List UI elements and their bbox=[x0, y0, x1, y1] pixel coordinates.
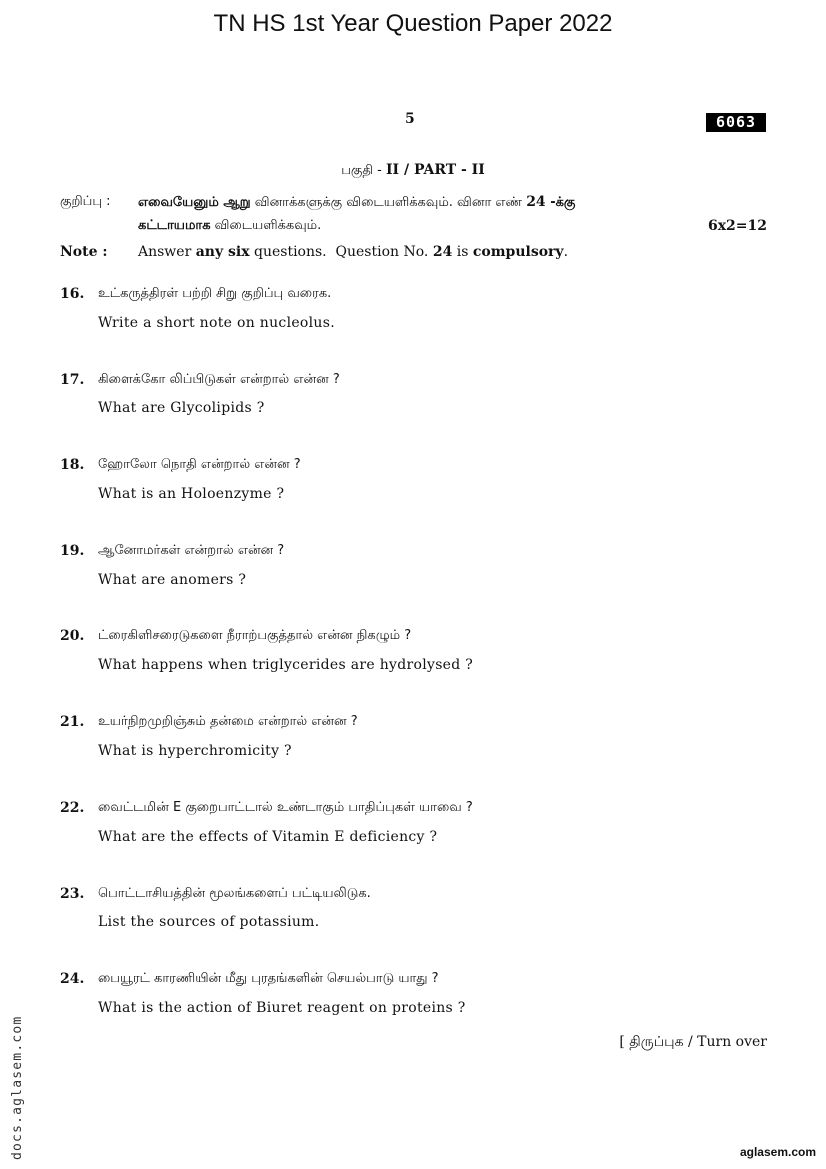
instruction-tamil-label: குறிப்பு : bbox=[60, 194, 111, 209]
paper-code-badge: 6063 bbox=[706, 113, 766, 132]
question-number: 16. bbox=[60, 286, 85, 302]
note-label: Note : bbox=[60, 244, 108, 260]
instruction-tamil-line2-rest: விடையளிக்கவும். bbox=[210, 218, 322, 233]
question-number: 21. bbox=[60, 714, 85, 730]
note-bold-any-six: any six bbox=[195, 244, 250, 260]
question-english: What are Glycolipids ? bbox=[98, 400, 265, 416]
question-number: 19. bbox=[60, 543, 85, 559]
question-english: Write a short note on nucleolus. bbox=[98, 315, 335, 331]
instruction-tamil-rest: வினாக்களுக்கு விடையளிக்கவும். வினா எண் bbox=[250, 195, 527, 210]
instruction-tamil-bold: எவையேனும் ஆறு bbox=[138, 195, 251, 210]
part-title-english: II / PART - II bbox=[385, 162, 485, 178]
turn-over-note: [ திருப்புக / Turn over bbox=[619, 1034, 767, 1050]
footer-brand: aglasem.com bbox=[739, 1145, 816, 1159]
question-tamil: பொட்டாசியத்தின் மூலங்களைப் பட்டியலிடுக. bbox=[98, 886, 371, 901]
part-title-tamil: பகுதி - bbox=[341, 163, 386, 178]
note-bold-compulsory: compulsory bbox=[472, 244, 564, 260]
instruction-tamil-line2 bbox=[138, 218, 321, 234]
banner-title: TN HS 1st Year Question Paper 2022 bbox=[213, 10, 613, 37]
question-number: 17. bbox=[60, 372, 85, 388]
question-tamil: வைட்டமின் E குறைபாட்டால் உண்டாகும் பாதிப்புகள் யாவை ? bbox=[98, 800, 473, 815]
question-number: 22. bbox=[60, 800, 85, 816]
note-pre: Answer bbox=[138, 244, 196, 260]
instruction-tamil-end: -க்கு bbox=[545, 195, 576, 210]
question-english: What are the effects of Vitamin E deficiency ? bbox=[98, 829, 438, 845]
question-english: List the sources of potassium. bbox=[98, 914, 320, 930]
instruction-tamil-line2-bold: கட்டாயமாக bbox=[138, 218, 211, 233]
question-english: What is the action of Biuret reagent on proteins ? bbox=[98, 1000, 466, 1016]
question-english: What are anomers ? bbox=[98, 572, 247, 588]
note-end: . bbox=[563, 244, 569, 260]
question-number: 18. bbox=[60, 457, 85, 473]
question-tamil: ட்ரைகிளிசரைடுகளை நீராற்பகுத்தால் என்ன நிகழும் ? bbox=[98, 628, 412, 643]
question-tamil: உயர்நிறமுறிஞ்சும் தன்மை என்றால் என்ன ? bbox=[98, 714, 358, 729]
page-number: 5 bbox=[405, 111, 415, 127]
instruction-tamil-line1 bbox=[138, 194, 575, 211]
question-number: 24. bbox=[60, 971, 85, 987]
instruction-tamil-qno: 24 bbox=[526, 194, 546, 210]
question-english: What is an Holoenzyme ? bbox=[98, 486, 285, 502]
note-text bbox=[138, 244, 568, 260]
side-watermark: docs.aglasem.com bbox=[10, 1015, 25, 1160]
question-number: 20. bbox=[60, 628, 85, 644]
marks-allocation: 6x2=12 bbox=[707, 218, 767, 234]
question-english: What is hyperchromicity ? bbox=[98, 743, 292, 759]
question-tamil: பையூரட் காரணியின் மீது புரதங்களின் செயல்பாடு யாது ? bbox=[98, 971, 439, 986]
question-tamil: கிளைக்கோ லிப்பிடுகள் என்றால் என்ன ? bbox=[98, 372, 340, 387]
note-mid: questions. Question No. bbox=[249, 244, 433, 260]
question-tamil: உட்கருத்திரள் பற்றி சிறு குறிப்பு வரைக. bbox=[98, 286, 332, 301]
question-tamil: ஆனோமர்கள் என்றால் என்ன ? bbox=[98, 543, 285, 558]
note-mid2: is bbox=[452, 244, 473, 260]
question-number: 23. bbox=[60, 886, 85, 902]
note-bold-qno: 24 bbox=[432, 244, 453, 260]
question-english: What happens when triglycerides are hydrolysed ? bbox=[98, 657, 474, 673]
part-title bbox=[0, 162, 826, 179]
question-tamil: ஹோலோ நொதி என்றால் என்ன ? bbox=[98, 457, 301, 472]
